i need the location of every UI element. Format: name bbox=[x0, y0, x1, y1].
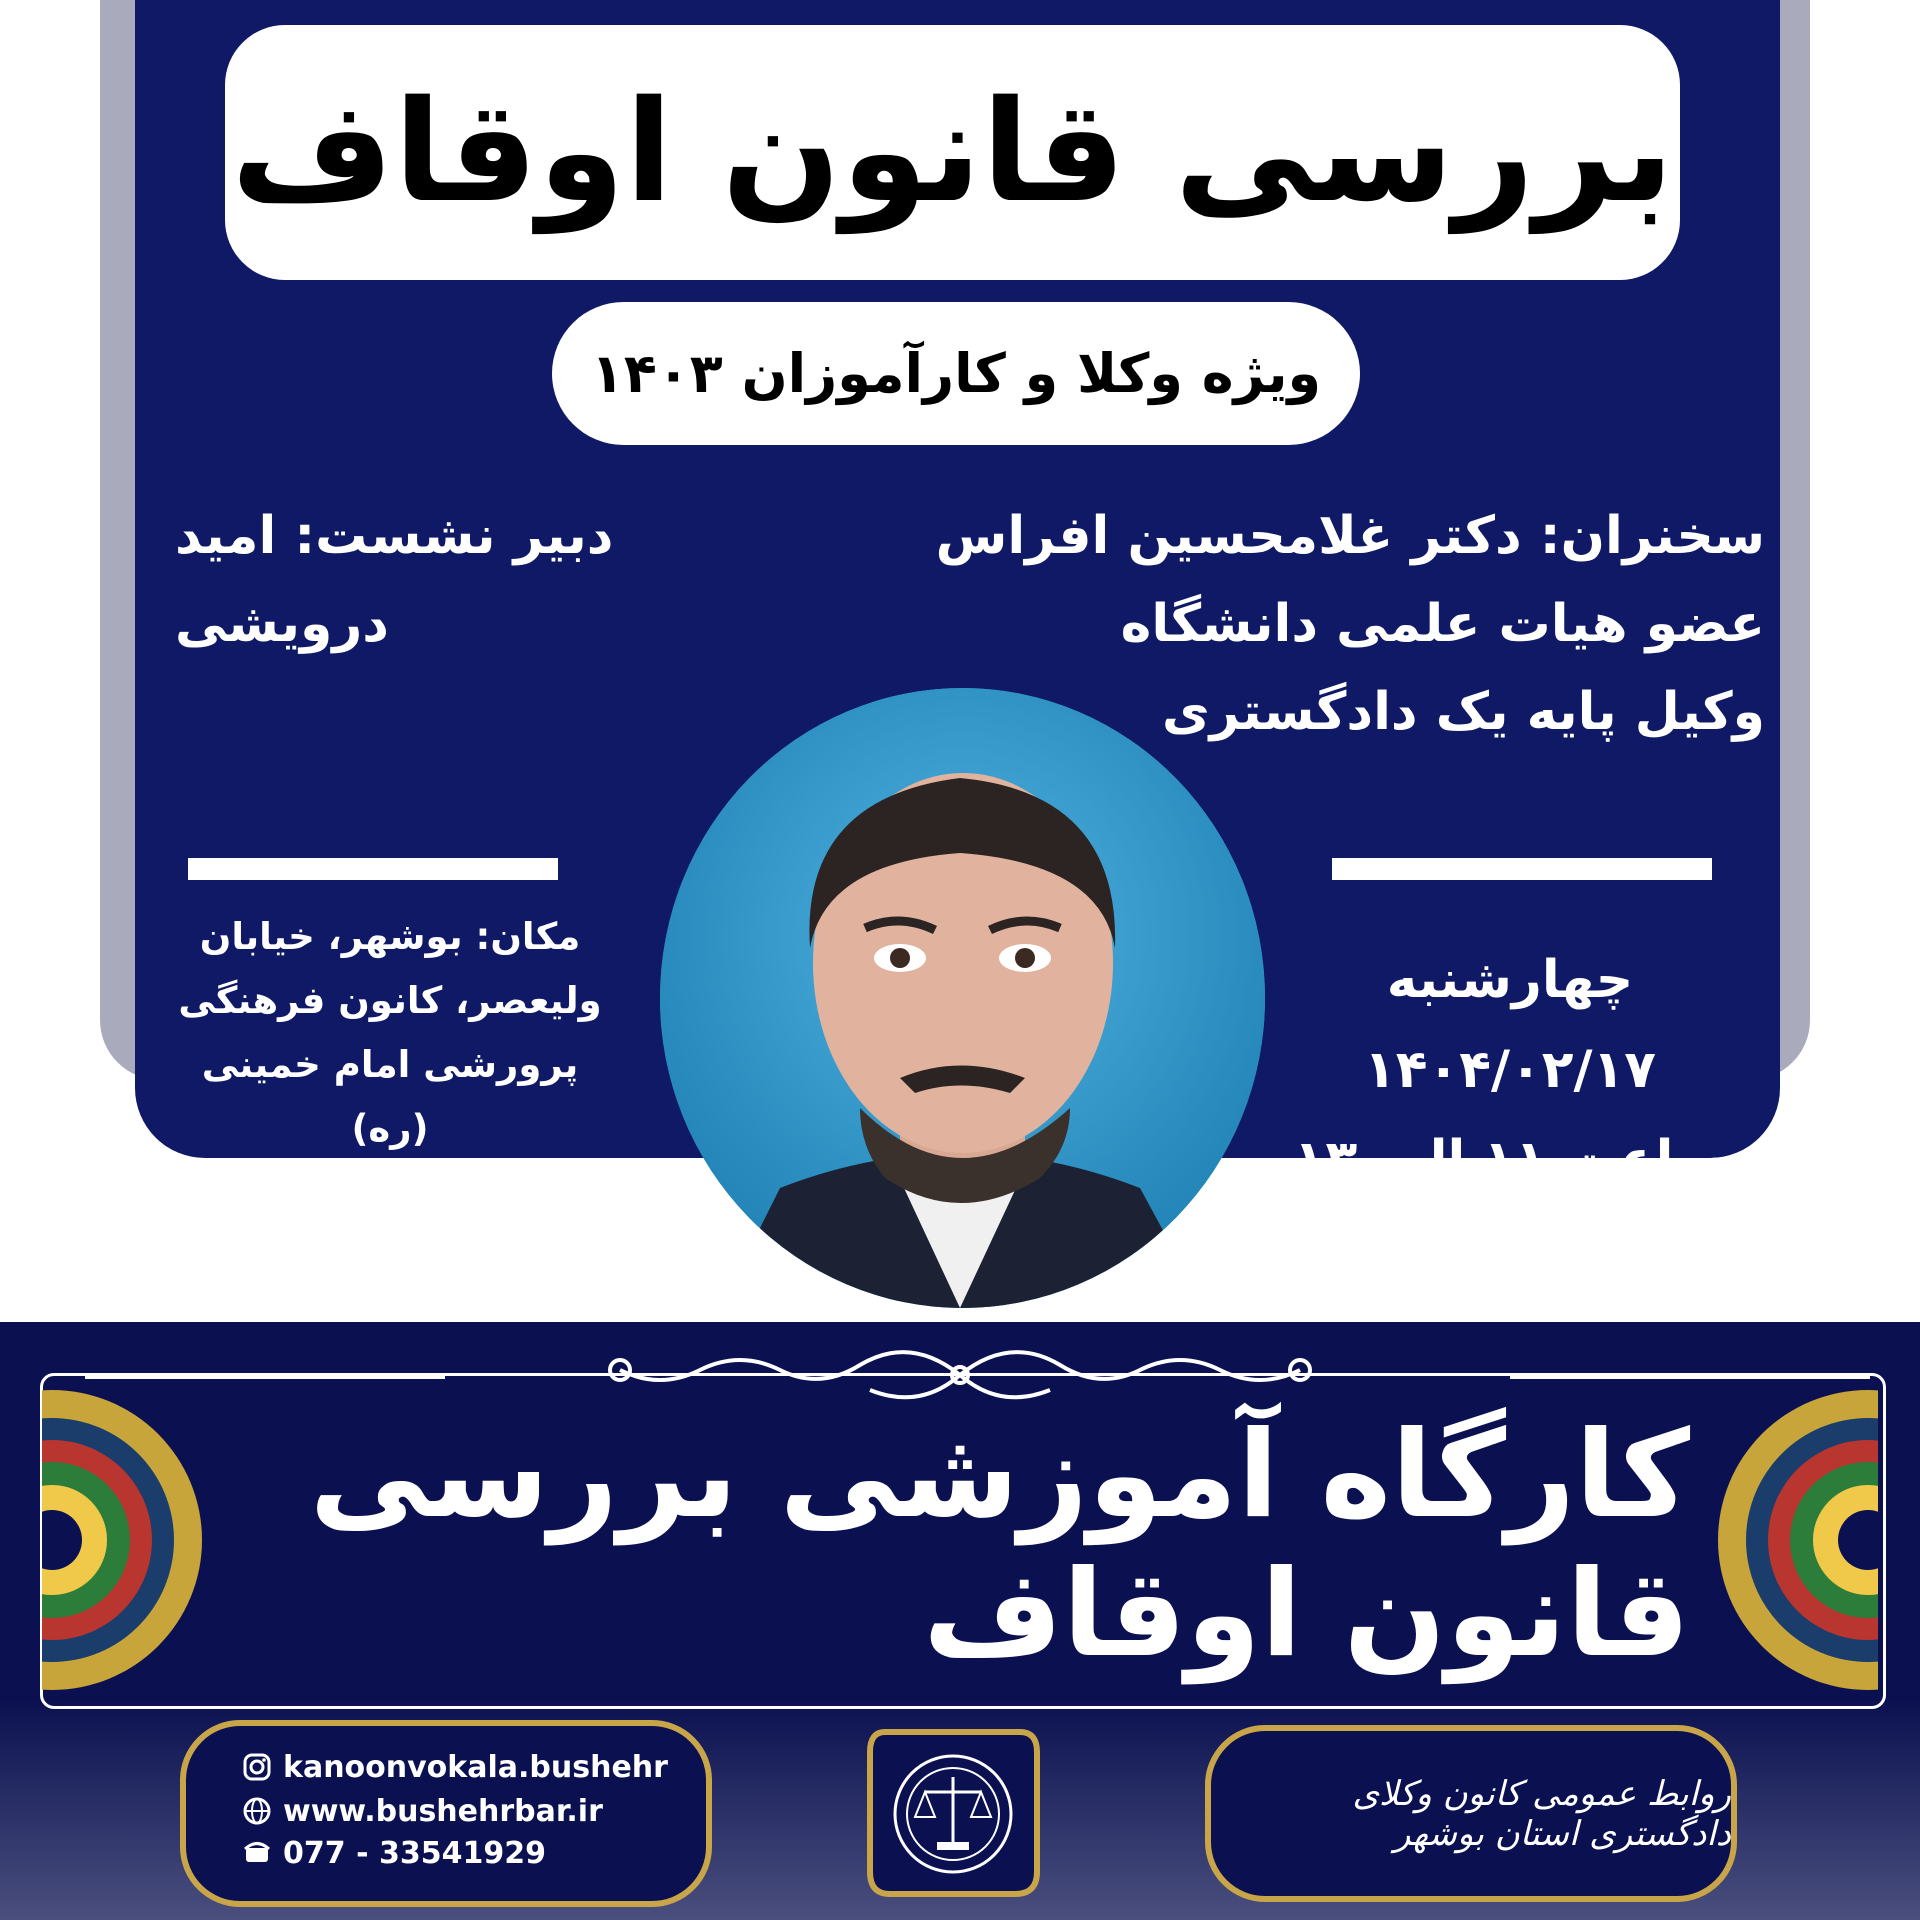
time-line: ساعت ۱۱ الی ۱۳ bbox=[1293, 1130, 1727, 1190]
phone-number: 077 - 33541929 bbox=[283, 1835, 546, 1871]
globe-icon bbox=[241, 1795, 273, 1827]
divider-left bbox=[188, 858, 558, 880]
speaker-name: سخنران: دکتر غلامحسین افراس bbox=[935, 506, 1765, 566]
instagram-row[interactable] bbox=[241, 1746, 668, 1788]
title-box bbox=[225, 25, 1680, 280]
bar-association-emblem bbox=[865, 1722, 1040, 1902]
phone-row[interactable] bbox=[241, 1832, 546, 1874]
subtitle-pill bbox=[552, 302, 1360, 445]
instagram-icon bbox=[241, 1751, 273, 1783]
portrait-illustration bbox=[660, 688, 1265, 1308]
rosette-right-ornament bbox=[1698, 1390, 1878, 1690]
subtitle: ویژه وکلا و کارآموزان ۱۴۰۳ bbox=[590, 342, 1322, 405]
rosette-left-ornament bbox=[42, 1390, 222, 1690]
instagram-handle: kanoonvokala.bushehr bbox=[283, 1749, 668, 1785]
main-title: بررسی قانون اوقاف bbox=[231, 71, 1674, 234]
moderator: دبیر نشست: امید درویشی bbox=[175, 506, 614, 654]
location bbox=[160, 905, 620, 1161]
organization-plaque bbox=[1205, 1725, 1737, 1902]
website-row[interactable] bbox=[241, 1790, 603, 1832]
phone-icon bbox=[241, 1837, 273, 1869]
divider-right bbox=[1332, 858, 1712, 880]
contact-plaque bbox=[180, 1720, 712, 1907]
speaker-role-lawyer: وکیل پایه یک دادگستری bbox=[1162, 682, 1765, 742]
location-line-1: مکان: بوشهر، خیابان bbox=[199, 915, 581, 958]
speaker-portrait bbox=[660, 688, 1265, 1308]
organization-name: روابط عمومی کانون وکلای دادگستری استان بوشهر bbox=[1352, 1773, 1731, 1854]
schedule bbox=[1260, 935, 1760, 1205]
location-line-3: پرورشی امام خمینی (ره) bbox=[201, 1043, 579, 1150]
workshop-title: کارگاه آموزشی بررسی قانون اوقاف bbox=[309, 1406, 1690, 1684]
speaker-role-faculty: عضو هیات علمی دانشگاه bbox=[1120, 594, 1765, 654]
location-line-2: ولیعصر، کانون فرهنگی bbox=[178, 979, 602, 1022]
website-link: www.bushehrbar.ir bbox=[283, 1793, 603, 1829]
date-line: چهارشنبه ۱۴۰۴/۰۲/۱۷ bbox=[1364, 950, 1656, 1100]
